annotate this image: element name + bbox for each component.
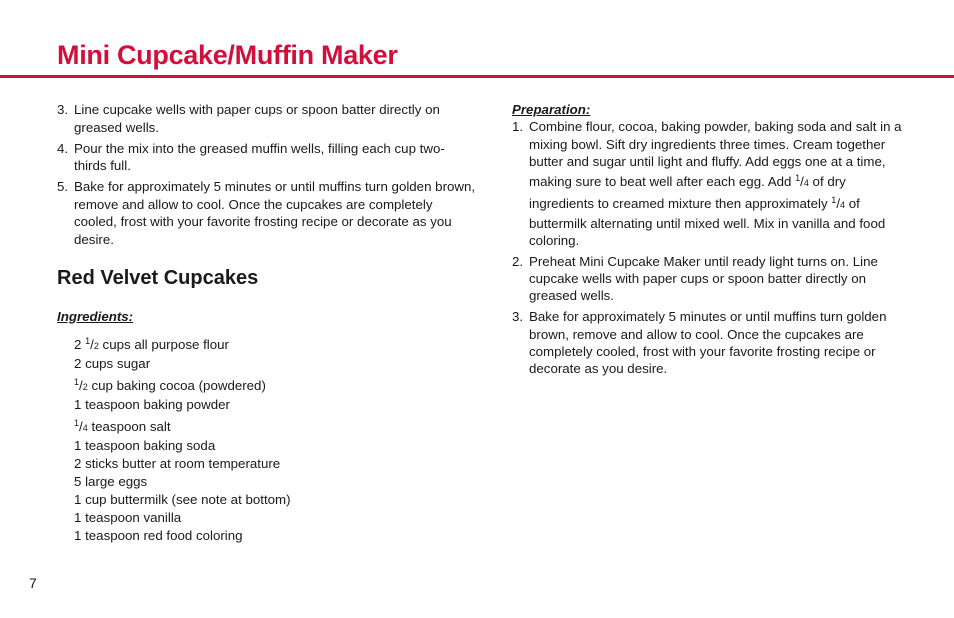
step-text: Combine flour, cocoa, baking powder, baking soda and salt in a mixing bowl. Sift dry ingredients three times. Cream together butter and sugar until light and fluffy. Add eggs one at a time, making sure to beat well after each egg. Add: [529, 119, 902, 190]
step-text: Bake for approximately 5 minutes or until muffins turn golden brown, remove and allow to cool. Once the cupcakes are completely cooled, frost with your favorite frosting recipe or decorate as you desire.: [529, 309, 887, 377]
ingredient-text: cups all purpose flour: [102, 337, 229, 352]
fraction: $^1$/4: [795, 173, 809, 190]
page-number: 7: [29, 575, 37, 591]
step-number: 5.: [57, 179, 69, 194]
fraction: $^1$/4: [831, 195, 846, 212]
fraction-denominator: 2: [82, 382, 88, 392]
step-text: of buttermilk alternating until mixed well. Mix in vanilla and food coloring.: [529, 196, 886, 249]
fraction-denominator: 2: [93, 341, 99, 351]
ingredient-baking-powder: 1 teaspoon baking powder: [74, 397, 230, 412]
step-text: of dry ingredients to creamed mixture then approximately: [529, 174, 846, 212]
ingredient-baking-soda: 1 teaspoon baking soda: [74, 438, 216, 453]
fraction-denominator: 4: [82, 423, 88, 433]
right-column: [512, 101, 904, 381]
ingredient-flour: [74, 332, 477, 355]
ingredient-food-coloring: 1 teaspoon red food coloring: [74, 528, 243, 543]
ingredient-butter: 2 sticks butter at room temperature: [74, 456, 281, 471]
step-4: [57, 140, 477, 175]
preparation-label: Preparation:: [512, 102, 591, 117]
preparation-steps-list: [512, 118, 904, 377]
step-number: 1.: [512, 119, 524, 135]
step-text: Line cupcake wells with paper cups or spoon batter directly on greased wells.: [74, 102, 440, 135]
fraction-numerator: 1: [74, 377, 80, 387]
fraction-numerator: 1: [74, 418, 80, 428]
fraction: $^1$/2: [74, 377, 88, 393]
step-5: [57, 178, 477, 248]
ingredient-text: teaspoon salt: [91, 419, 171, 434]
step-text: Bake for approximately 5 minutes or until muffins turn golden brown, remove and allow to cool. Once the cupcakes are completely cooled, frost with your favorite frosting recipe or decorate as you desire.: [74, 179, 476, 247]
continued-steps-list: [57, 101, 477, 248]
ingredients-label: Ingredients:: [57, 308, 134, 324]
ingredients-list: [74, 332, 477, 545]
step-text: Pour the mix into the greased muffin wells, filling each cup two-thirds full.: [74, 140, 445, 173]
step-text: Preheat Mini Cupcake Maker until ready light turns on. Line cupcake wells with paper cups or spoon batter directly on greased wells.: [529, 253, 878, 304]
prep-step-3: [512, 308, 904, 377]
recipe-title: Red Velvet Cupcakes: [57, 267, 259, 289]
fraction-numerator: 1: [85, 336, 91, 346]
ingredient-salt: [74, 414, 477, 437]
fraction-denominator: 4: [840, 200, 846, 211]
fraction-numerator: 1: [831, 195, 837, 206]
prep-step-2: [512, 253, 904, 305]
ingredient-cocoa: [74, 373, 477, 396]
fraction-numerator: 1: [795, 173, 801, 184]
page-title: Mini Cupcake/Muffin Maker: [57, 40, 398, 70]
title-rule: [0, 75, 954, 78]
step-3: [57, 101, 477, 136]
ingredient-sugar: 2 cups sugar: [74, 356, 151, 371]
ingredient-buttermilk: 1 cup buttermilk (see note at bottom): [74, 492, 291, 507]
left-column: [57, 101, 477, 545]
step-number: 4.: [57, 140, 69, 156]
ingredient-text: cup baking cocoa (powdered): [91, 378, 266, 393]
step-number: 3.: [57, 102, 69, 117]
fraction: $^1$/4: [74, 418, 88, 434]
step-number: 2.: [512, 253, 524, 269]
flour-whole: 2: [74, 337, 82, 352]
step-number: 3.: [512, 309, 524, 325]
fraction: $^1$/2: [85, 336, 99, 352]
ingredient-eggs: 5 large eggs: [74, 474, 148, 489]
fraction-denominator: 4: [803, 178, 809, 189]
prep-step-1: [512, 118, 904, 249]
ingredient-vanilla: 1 teaspoon vanilla: [74, 510, 182, 525]
